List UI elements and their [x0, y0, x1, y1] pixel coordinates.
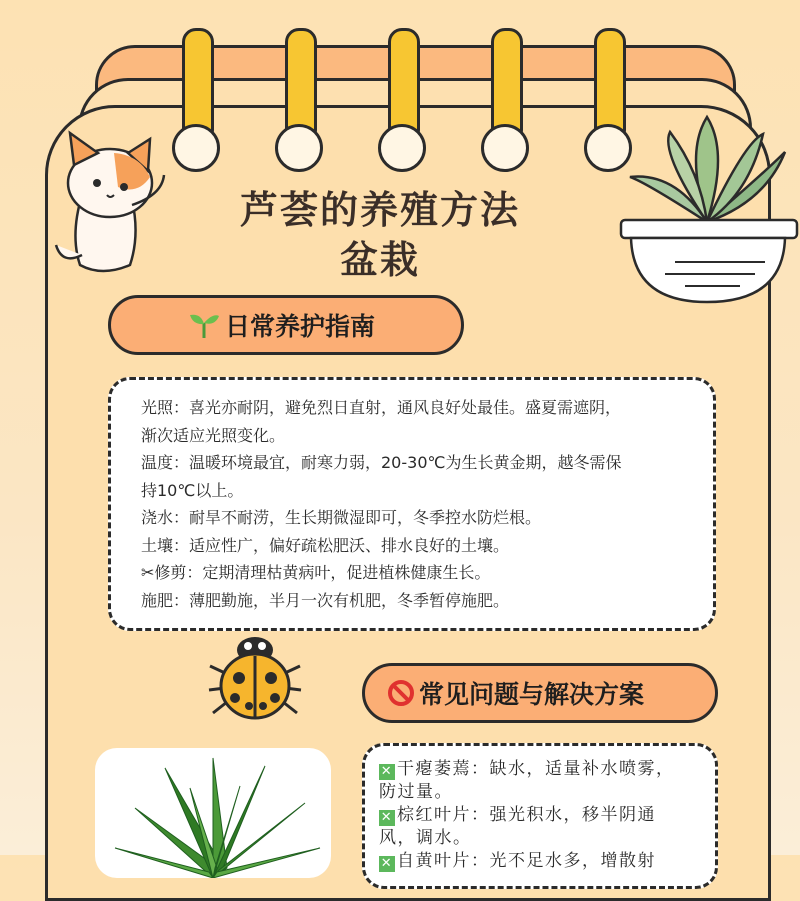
aloe-photo	[95, 748, 331, 878]
problem-line	[379, 804, 709, 827]
title-line-1: 芦荟的养殖方法	[239, 188, 520, 232]
binder-ring	[481, 28, 531, 168]
problems-box	[362, 743, 718, 889]
care-line: 浇水：耐旱不耐涝，生长期微湿即可，冬季控水防烂根。	[141, 508, 542, 527]
ladybug-illustration	[205, 628, 305, 723]
problem-text: 干瘪萎蔫：缺水，适量补水喷雾，	[397, 759, 675, 779]
problems-lines	[379, 758, 709, 873]
care-guide-lines	[141, 394, 701, 614]
cross-mark-icon: ✕	[380, 856, 394, 871]
binder-ring	[378, 28, 428, 168]
section-heading-care-label: 日常养护指南	[225, 312, 376, 341]
cross-mark-icon: ✕	[380, 764, 394, 779]
care-line: 温度：温暖环境最宜，耐寒力弱，20-30℃为生长黄金期，越冬需保	[141, 453, 622, 472]
section-heading-problems	[362, 663, 718, 723]
care-guide-box	[108, 377, 716, 631]
prohibited-icon	[387, 679, 415, 707]
care-line: ✂修剪：定期清理枯黄病叶，促进植株健康生长。	[141, 563, 491, 582]
section-heading-care	[108, 295, 464, 355]
page-title	[150, 185, 610, 285]
succulent-pot-illustration	[615, 112, 800, 312]
binder-ring	[172, 28, 222, 168]
problem-line	[379, 758, 709, 781]
care-line: 施肥：薄肥勤施，半月一次有机肥，冬季暂停施肥。	[141, 590, 510, 610]
title-line-2: 盆栽	[339, 238, 420, 282]
problem-text: 棕红叶片：强光积水，移半阴通	[397, 805, 656, 825]
problem-line	[379, 850, 709, 873]
problem-line: 风，调水。	[379, 828, 472, 848]
cross-mark-icon: ✕	[380, 810, 394, 825]
sprout-icon	[187, 311, 221, 339]
problem-text: 自黄叶片：光不足水多，增散射	[397, 851, 656, 871]
care-line: 渐次适应光照变化。	[141, 425, 286, 445]
binder-ring	[275, 28, 325, 168]
problem-line: 防过量。	[379, 782, 453, 802]
care-line: 土壤：适应性广，偏好疏松肥沃、排水良好的土壤。	[141, 535, 510, 555]
section-heading-problems-label: 常见问题与解决方案	[419, 680, 645, 709]
care-line: 光照：喜光亦耐阴，避免烈日直射，通风良好处最佳。盛夏需遮阴，	[141, 398, 622, 417]
care-line: 持10℃以上。	[141, 480, 244, 500]
